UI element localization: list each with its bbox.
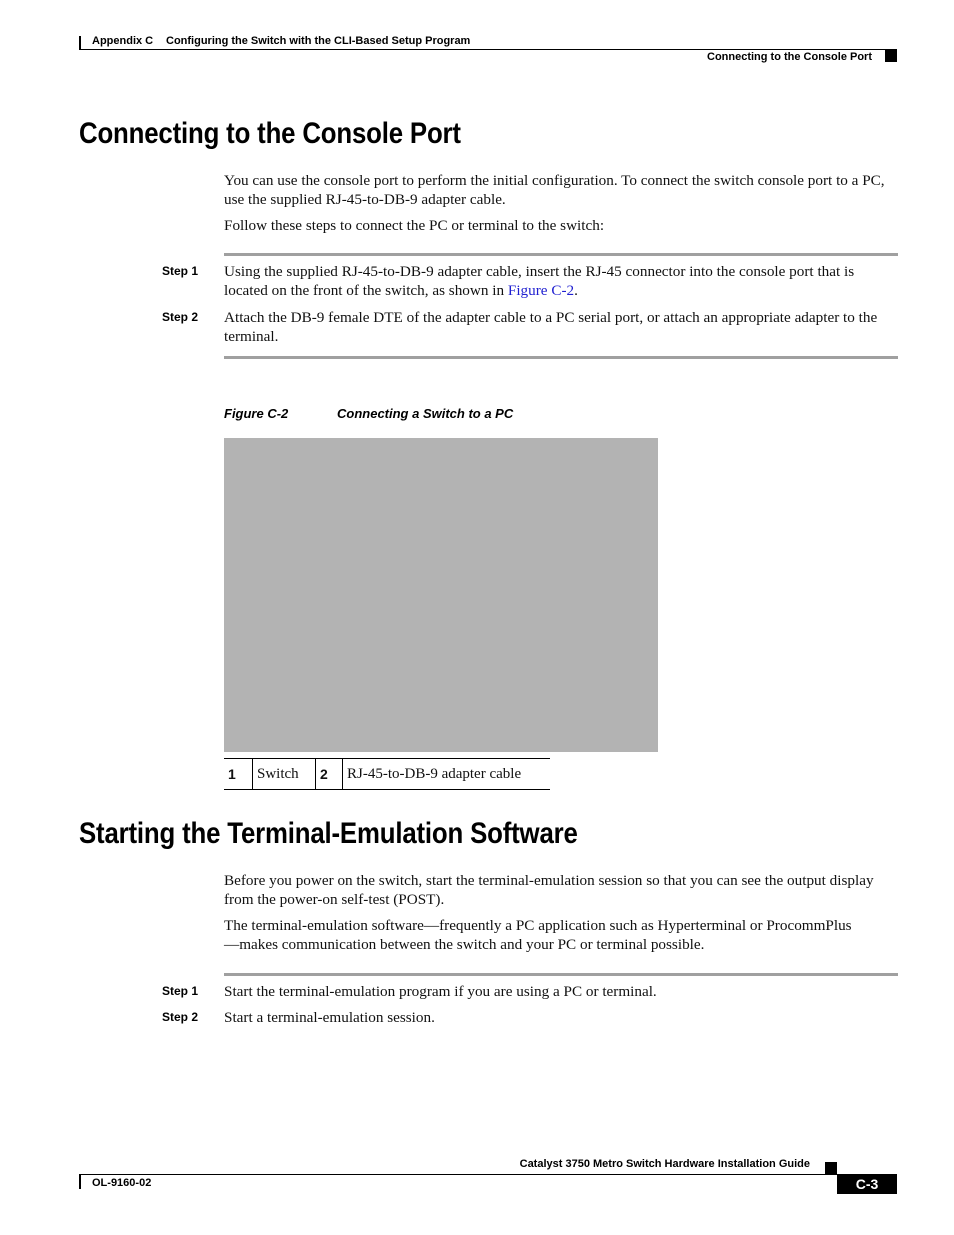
figure-caption: Connecting a Switch to a PC (337, 406, 514, 421)
step-label: Step 2 (162, 310, 199, 324)
step-label: Step 1 (162, 984, 199, 998)
steps-bottom-rule (224, 356, 898, 359)
footer-guide-title: Catalyst 3750 Metro Switch Hardware Installation Guide (519, 1158, 810, 1170)
footer-marker (825, 1162, 837, 1174)
step-label: Step 2 (162, 1010, 199, 1024)
step-text (224, 262, 898, 300)
section-heading-console-port: Connecting to the Console Port (79, 117, 461, 150)
paragraph-console-intro: You can use the console port to perform the initial configuration. To connect the switch console port to a PC, use the supplied RJ-45-to-DB-9 adapter cable. (224, 172, 885, 208)
step-text: Start the terminal-emulation program if you are using a PC or terminal. (224, 983, 657, 1000)
step-text: Start a terminal-emulation session. (224, 1009, 435, 1026)
legend-label: Switch (253, 759, 316, 790)
step-text: Attach the DB-9 female DTE of the adapter cable to a PC serial port, or attach an appropriate adapter to the terminal. (224, 309, 878, 345)
steps-top-rule (224, 973, 898, 976)
paragraph-follow-steps: Follow these steps to connect the PC or terminal to the switch: (224, 217, 605, 234)
footer-left-tick (79, 1175, 81, 1189)
figure-number: Figure C-2 (224, 406, 289, 421)
section-heading-terminal-emulation: Starting the Terminal-Emulation Software (79, 817, 578, 850)
step-text-part: . (574, 282, 578, 299)
legend-row (224, 759, 550, 790)
footer-doc-number: OL-9160-02 (92, 1177, 152, 1189)
legend-number: 1 (224, 759, 253, 790)
steps-top-rule (224, 253, 898, 256)
page-number: C-3 (837, 1174, 897, 1194)
header-chapter: Configuring the Switch with the CLI-Based Setup Program (166, 35, 471, 47)
figure-c2-link[interactable]: Figure C-2 (507, 282, 575, 299)
paragraph-terminal-software: The terminal-emulation software—frequently a PC application such as Hyperterminal or ProcommPlus—makes communication between the switch and your PC or terminal possible. (224, 917, 852, 953)
header-left-tick (79, 36, 81, 50)
legend-number: 2 (316, 759, 343, 790)
step-label: Step 1 (162, 264, 199, 278)
figure-legend-table (224, 759, 550, 790)
header-appendix: Appendix C (92, 35, 154, 47)
header-rule (79, 49, 897, 50)
paragraph-terminal-intro: Before you power on the switch, start the terminal-emulation session so that you can see the output display from the power-on self-test (POST). (224, 872, 874, 908)
footer-rule (79, 1174, 897, 1175)
figure-image-placeholder (224, 438, 658, 752)
header-marker (885, 50, 897, 62)
legend-label: RJ-45-to-DB-9 adapter cable (343, 759, 551, 790)
step-text-part: Using the supplied RJ-45-to-DB-9 adapter cable, insert the RJ-45 connector into the console port that is located on the front of the switch, as shown in (224, 263, 855, 299)
header-section: Connecting to the Console Port (707, 51, 872, 63)
